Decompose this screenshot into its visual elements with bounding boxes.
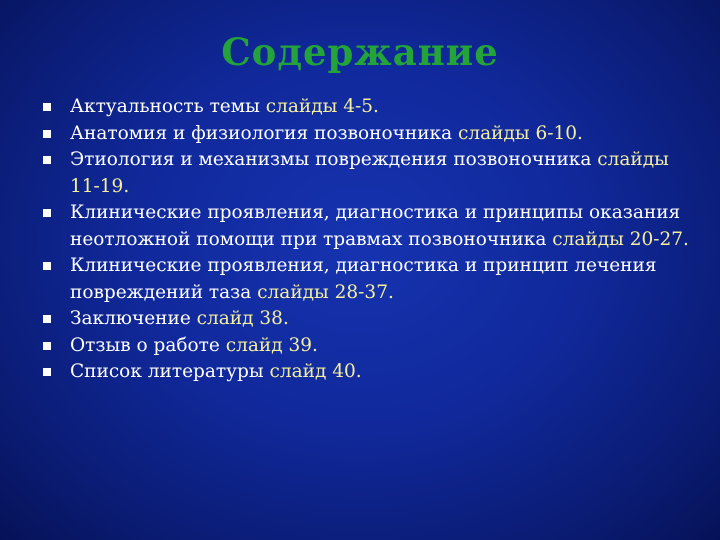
item-slide-ref[interactable]: слайды 4-5. [265, 96, 379, 117]
contents-item-etiology [40, 147, 700, 200]
square-bullet-icon [43, 130, 51, 138]
item-text: Клинические проявления, диагностика и принципы оказания неотложной помощи при травмах позвоночника [70, 202, 681, 250]
item-text: Клинические проявления, диагностика и принцип лечения повреждений таза [70, 255, 657, 303]
contents-item-relevance [40, 94, 700, 121]
square-bullet-icon [43, 315, 51, 323]
slide-title: Содержание [221, 30, 499, 74]
item-slide-ref[interactable]: слайд 40. [269, 361, 362, 382]
square-bullet-icon [43, 103, 51, 111]
item-text: Анатомия и физиология позвоночника [70, 122, 459, 144]
item-slide-ref[interactable]: слайды 20-27. [552, 228, 689, 250]
item-text: Список литературы [70, 361, 270, 382]
item-slide-ref[interactable]: слайды 28-37. [257, 281, 394, 303]
square-bullet-icon [43, 156, 51, 164]
contents-item-spine-clinic [40, 200, 700, 253]
contents-item-pelvis-clinic [40, 253, 700, 306]
square-bullet-icon [43, 368, 51, 376]
item-slide-ref[interactable]: слайд 39. [225, 334, 318, 356]
contents-item-review [40, 333, 700, 360]
contents-item-references [40, 359, 700, 386]
item-slide-ref[interactable]: слайд 38. [196, 308, 289, 329]
item-slide-ref[interactable]: слайды 6-10. [458, 122, 583, 144]
square-bullet-icon [43, 209, 51, 217]
item-slide-ref[interactable]: слайды 11-19. [70, 149, 669, 197]
contents-item-conclusion [40, 306, 700, 333]
item-text: Отзыв о работе [70, 334, 226, 356]
item-text: Актуальность темы [70, 96, 266, 117]
contents-item-anatomy [40, 121, 700, 148]
item-text: Этиология и механизмы повреждения позвоночника [70, 149, 598, 170]
square-bullet-icon [43, 262, 51, 270]
contents-list [40, 94, 700, 386]
square-bullet-icon [43, 342, 51, 350]
item-text: Заключение [70, 308, 197, 329]
